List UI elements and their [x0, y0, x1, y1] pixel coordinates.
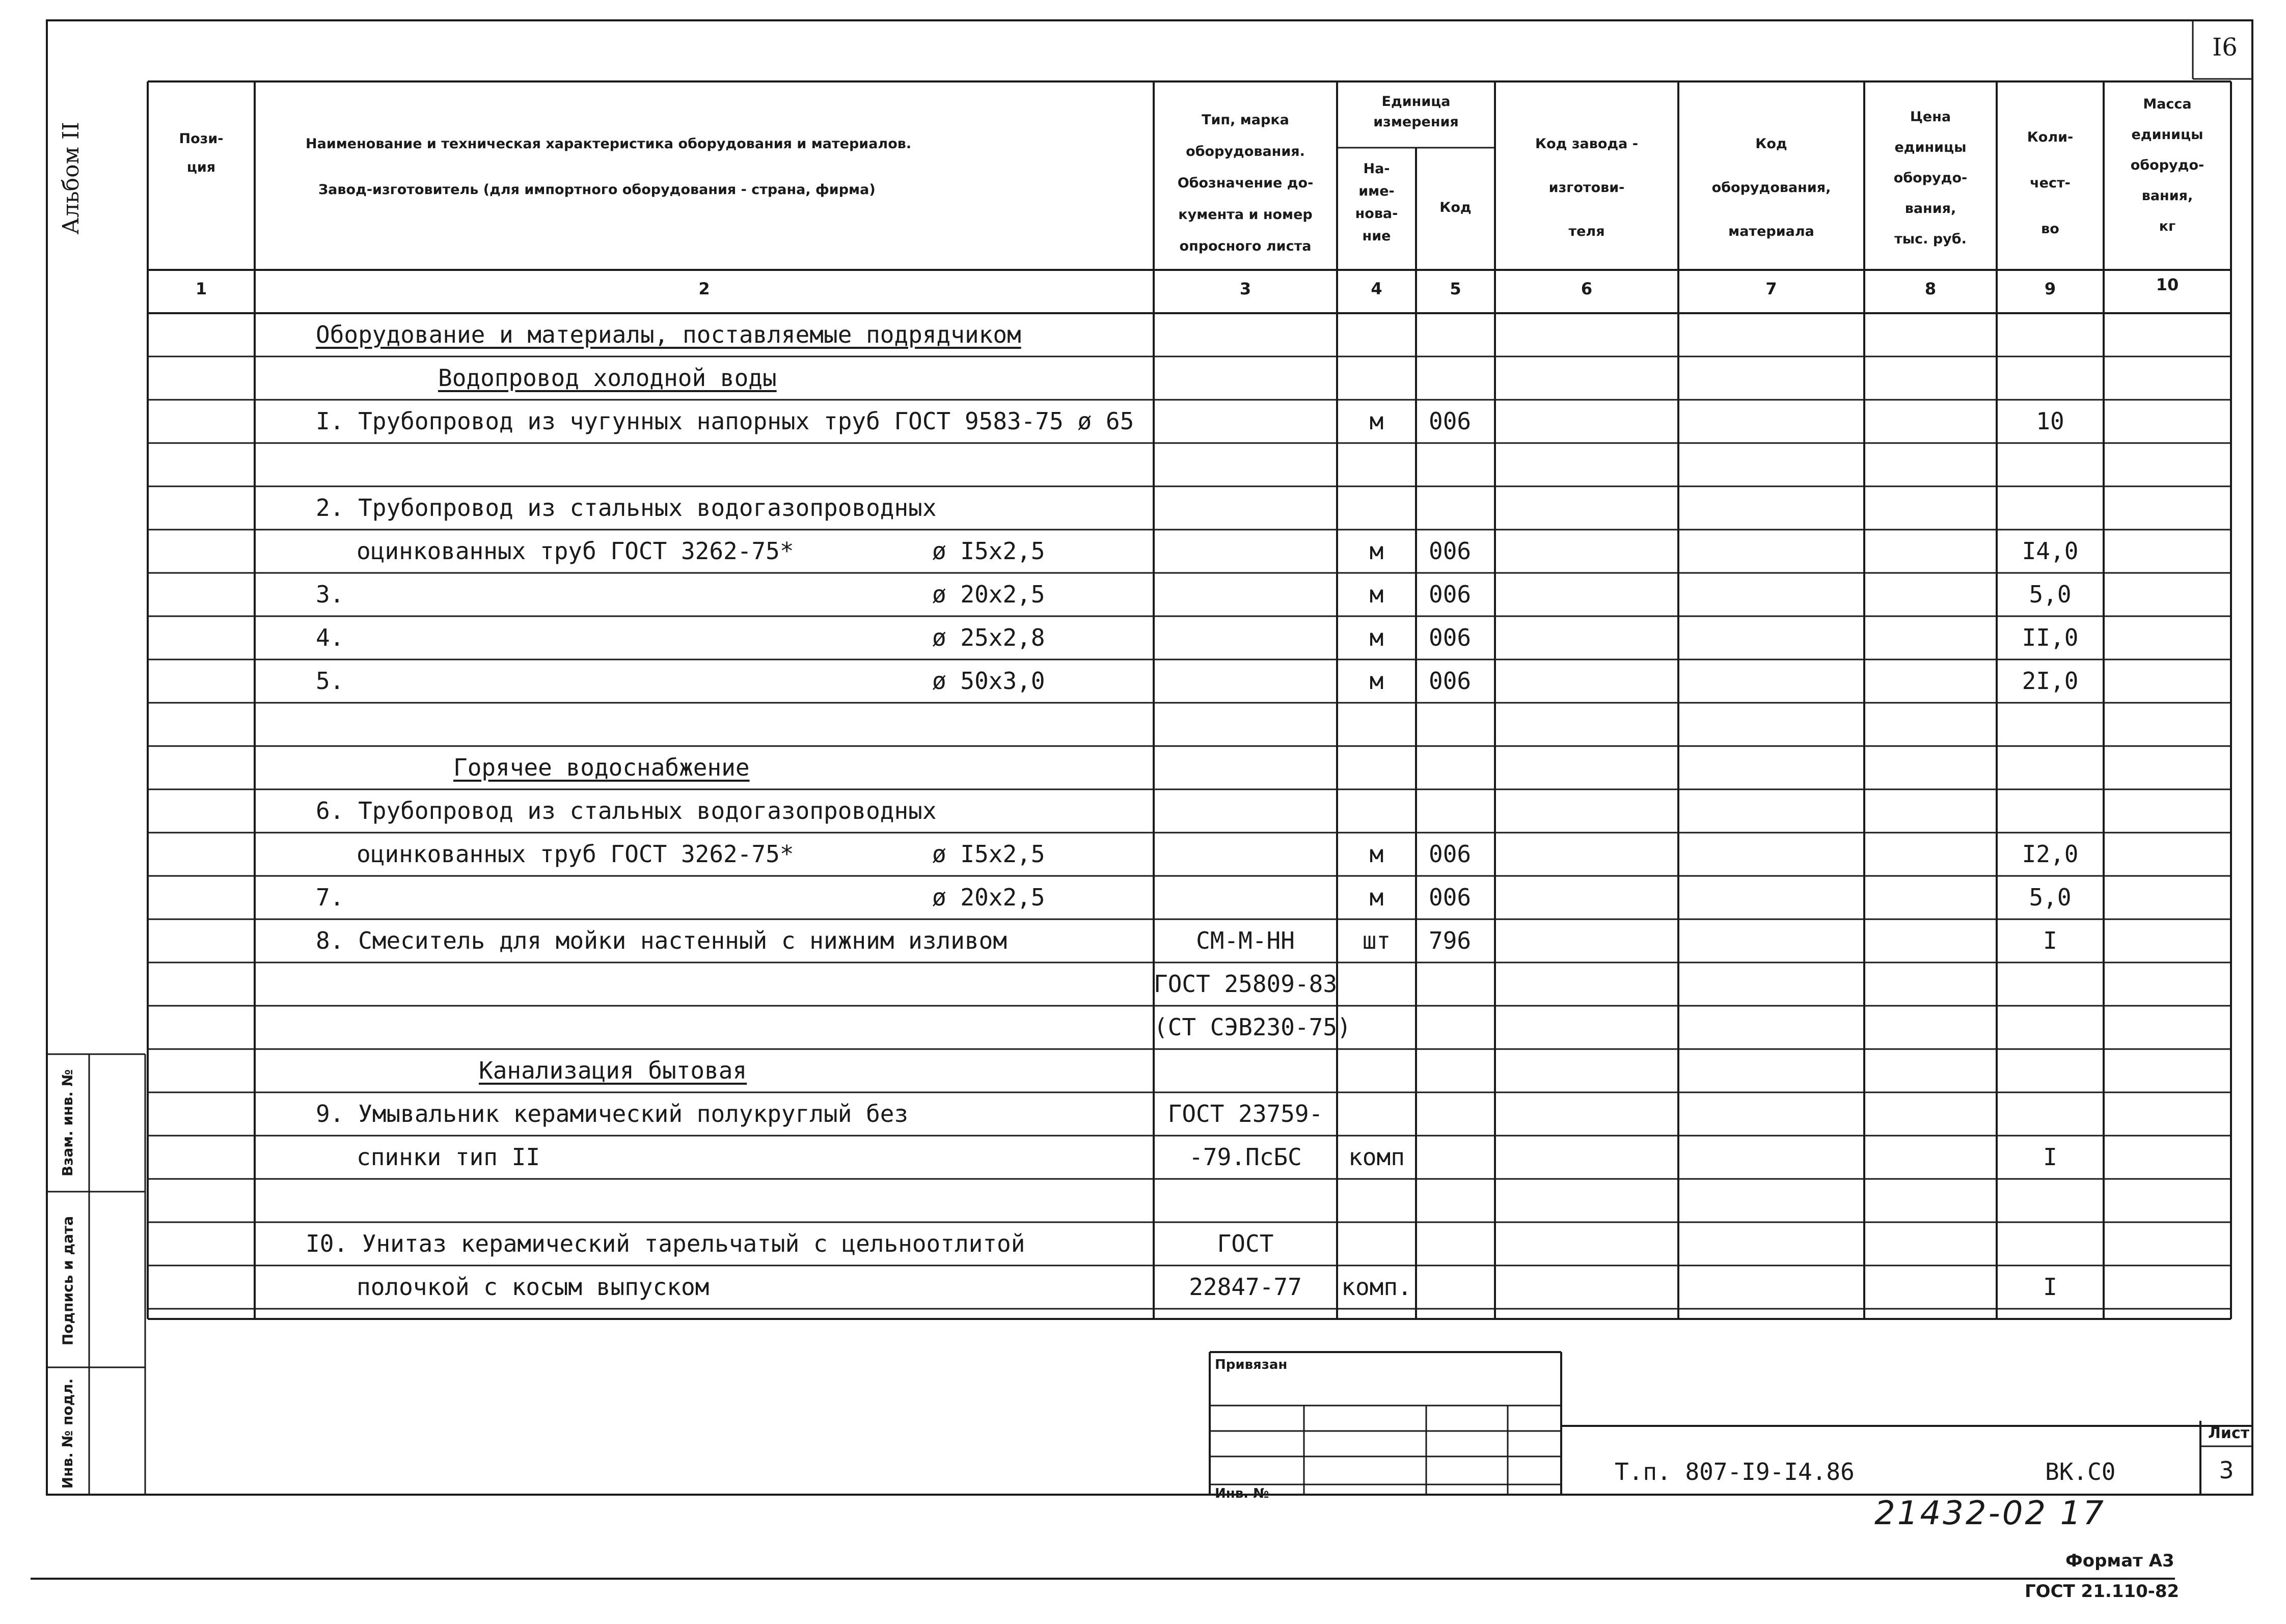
row-unit: комп — [1348, 1143, 1405, 1171]
row-type: (СТ СЭВ230-75) — [1154, 1013, 1351, 1041]
header-unit: Единица измерения — [1373, 94, 1459, 130]
row-name: Водопровод холодной воды — [438, 364, 777, 392]
row-name: 8. Смеситель для мойки настенный с нижним изливом — [316, 927, 1008, 954]
row-name: 9. Умывальник керамический полукруглый без — [316, 1100, 909, 1127]
header-quantity: Коли- чест- во — [2027, 129, 2074, 237]
row-dimension: ø 50x3,0 — [932, 667, 1045, 695]
standard-label: ГОСТ 21.110-82 — [2025, 1581, 2180, 1602]
row-unit: м — [1369, 840, 1384, 868]
row-name: оцинкованных труб ГОСТ 3262-75* — [357, 840, 794, 868]
col-number-7: 7 — [1765, 279, 1777, 298]
row-name: 5. — [316, 667, 344, 695]
header-name-line2: Завод-изготовитель (для импортного оборудования - страна, фирма) — [318, 182, 876, 198]
stamp-mark: ВК.С0 — [2045, 1458, 2116, 1485]
col-number-5: 5 — [1450, 279, 1461, 298]
row-type: ГОСТ 25809-83 — [1154, 970, 1338, 998]
header-type: Тип, марка оборудования. Обозначение до- кумента и номер опросного листа — [1177, 112, 1314, 254]
album-label: Альбом II — [58, 122, 84, 235]
row-quantity: I2,0 — [2022, 840, 2079, 868]
row-dimension: ø I5x2,5 — [932, 537, 1045, 565]
row-dimension: ø 25x2,8 — [932, 624, 1045, 651]
header-mass: Масса единицы оборудо- вания, кг — [2130, 96, 2205, 234]
row-quantity: 5,0 — [2029, 581, 2072, 608]
row-quantity: I4,0 — [2022, 537, 2079, 565]
row-name: Оборудование и материалы, поставляемые подрядчиком — [316, 321, 1021, 348]
sign-date-label: Подпись и дата — [59, 1216, 76, 1346]
row-name: I0. Унитаз керамический тарельчатый с цельноотлитой — [306, 1230, 1025, 1257]
header-plant-code: Код завода - изготови- теля — [1535, 136, 1638, 239]
row-type: -79.ПсБС — [1189, 1143, 1302, 1171]
row-name: Канализация бытовая — [479, 1057, 747, 1084]
inv-original-label: Инв. № подл. — [59, 1378, 76, 1489]
row-name: 7. — [316, 884, 344, 911]
stamp-list-label: Лист — [2208, 1424, 2250, 1442]
row-unit: м — [1369, 624, 1384, 651]
row-unit-code: 006 — [1429, 581, 1472, 608]
col-number-8: 8 — [1924, 279, 1937, 298]
row-unit: м — [1369, 581, 1384, 608]
row-name: 6. Трубопровод из стальных водогазопроводных — [316, 797, 937, 824]
row-type: ГОСТ — [1217, 1230, 1274, 1257]
row-dimension: ø I5x2,5 — [932, 840, 1045, 868]
row-dimension: ø 20x2,5 — [932, 884, 1045, 911]
col-number-4: 4 — [1371, 279, 1382, 298]
row-unit-code: 006 — [1429, 840, 1472, 868]
row-name: оцинкованных труб ГОСТ 3262-75* — [357, 537, 794, 565]
header-position: Пози- ция — [179, 131, 224, 175]
row-name: спинки тип II — [357, 1143, 540, 1171]
row-name: I. Трубопровод из чугунных напорных труб ГОСТ 9583-75 ø 65 — [316, 407, 1134, 435]
row-unit-code: 006 — [1429, 537, 1472, 565]
row-unit-code: 006 — [1429, 624, 1472, 651]
header-price: Цена единицы оборудо- вания, тыс. руб. — [1893, 109, 1968, 247]
header-equipment-code: Код оборудования, материала — [1711, 136, 1831, 239]
handwritten-archive-number: 21432-02 17 — [1874, 1495, 2106, 1532]
row-unit-code: 006 — [1429, 667, 1472, 695]
row-unit: м — [1369, 537, 1384, 565]
format-label: Формат А3 — [2065, 1551, 2174, 1571]
col-number-3: 3 — [1239, 279, 1251, 298]
sheet-corner-number: I6 — [2212, 33, 2238, 62]
row-name: 2. Трубопровод из стальных водогазопроводных — [316, 494, 937, 521]
row-unit-code: 796 — [1429, 927, 1472, 954]
row-dimension: ø 20x2,5 — [932, 581, 1045, 608]
row-type: ГОСТ 23759- — [1167, 1100, 1323, 1127]
header-unit-code: Код — [1439, 200, 1472, 215]
row-unit-code: 006 — [1429, 884, 1472, 911]
row-type: СМ-М-НН — [1196, 927, 1295, 954]
header-name-line1: Наименование и техническая характеристика оборудования и материалов. — [306, 136, 912, 152]
col-number-9: 9 — [2044, 279, 2056, 298]
row-unit: шт — [1362, 927, 1391, 954]
stamp-privyazan: Привязан — [1215, 1357, 1288, 1372]
row-name: полочкой с косым выпуском — [357, 1273, 710, 1301]
stamp-list-number: 3 — [2219, 1456, 2234, 1484]
row-unit: м — [1369, 407, 1384, 435]
row-quantity: I — [2043, 927, 2057, 954]
row-unit: м — [1369, 667, 1384, 695]
col-number-6: 6 — [1581, 279, 1593, 298]
row-unit: м — [1369, 884, 1384, 911]
row-name: Горячее водоснабжение — [453, 754, 750, 781]
header-unit-name: На- име- нова- ние — [1355, 161, 1398, 244]
row-type: 22847-77 — [1189, 1273, 1302, 1301]
col-number-2: 2 — [698, 279, 710, 298]
row-quantity: II,0 — [2022, 624, 2079, 651]
row-unit: комп. — [1341, 1273, 1412, 1301]
row-quantity: 2I,0 — [2022, 667, 2079, 695]
col-number-10: 10 — [2156, 275, 2179, 294]
row-unit-code: 006 — [1429, 407, 1472, 435]
row-name: 4. — [316, 624, 344, 651]
row-quantity: I — [2043, 1143, 2057, 1171]
replace-inv-label: Взам. инв. № — [59, 1069, 76, 1177]
stamp-doc-code: Т.п. 807-I9-I4.86 — [1615, 1458, 1855, 1485]
col-number-1: 1 — [195, 279, 207, 298]
stamp-inv-no: Инв. № — [1215, 1486, 1269, 1501]
row-quantity: I — [2043, 1273, 2057, 1301]
row-quantity: 5,0 — [2029, 884, 2072, 911]
row-quantity: 10 — [2036, 407, 2064, 435]
row-name: 3. — [316, 581, 344, 608]
